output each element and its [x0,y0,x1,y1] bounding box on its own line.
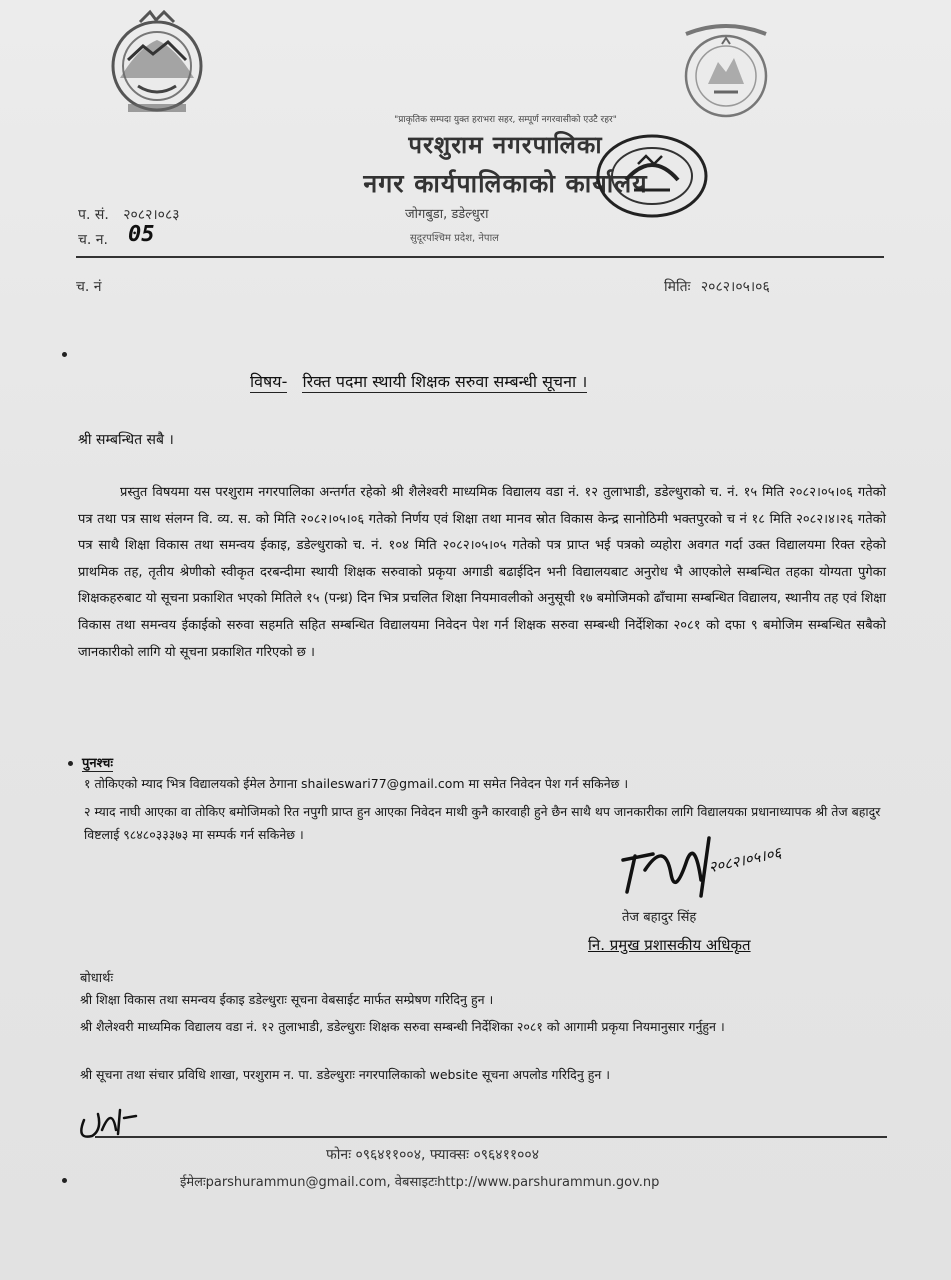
date-label: मितिः [664,279,691,295]
office-stamp-icon [590,130,710,222]
letter-date [664,277,770,296]
chalani-value: 05 [128,222,155,247]
postscript-line-2: २ म्याद नाघी आएका वा तोकिए बमोजिमको रित नपुगी प्राप्त हुन आएका निवेदन माथी कुनै कारवाही हुने छैन साथै थप जानकारीका लागि विद्यालयका प्रधानाध्यापक श्री तेज बहादुर विष्टलाई ९८४८०३३३७३ मा सम्पर्क गर्न सकिनेछ । [84,804,881,842]
subject-text: रिक्त पदमा स्थायी शिक्षक सरुवा सम्बन्धी सूचना । [302,372,588,391]
organization-name: परशुराम नगरपालिका [408,131,603,159]
handwritten-date: २०८२।०५।०६ [706,843,783,877]
footer-phone: फोनः ०९६४११००४, फ्याक्सः ०९६४११००४ [326,1147,539,1163]
patra-sankhya-label: प. सं. [78,207,109,223]
subject-line [250,370,587,392]
chalani-label: च. न. [78,232,109,248]
footer-divider [95,1136,887,1138]
body-paragraph: प्रस्तुत विषयमा यस परशुराम नगरपालिका अन्तर्गत रहेको श्री शैलेश्वरी माध्यमिक विद्यालय वडा नं. १२ तुलाभाडी, डडेल्धुराको च. नं. १५ मिति २०८२।०५।०६ गतेको पत्र तथा पत्र साथ संलग्न वि. व्य. स. को मिति २०८२।०५।०६ गतेको निर्णय एवं शिक्षा तथा मानव स्रोत विकास केन्द्र सानोठिमी भक्तपुरको च नं १८ मिति २०८२।४।२६ गतेको पत्र साथै शिक्षा विकास तथा समन्वय ईकाइ, डडेल्धुराको च. नं. १०४ मिति २०८२।०५।०५ गतेको पत्र प्राप्त भई पत्रको व्यहोरा अवगत गर्दा उक्त विद्यालयमा रिक्त रहेको प्राथमिक तह, तृतीय श्रेणीको स्वीकृत दरबन्दीमा स्थायी शिक्षक सरुवाको प्रकृया अगाडी बढाईदिन भनी विद्यालयबाट अनुरोध भै आएकोले सम्बन्धित तहका योग्यता पुगेका शिक्षकहरुबाट यो सूचना प्रकाशित भएको मितिले १५ (पन्ध्र) दिन भित्र प्रचलित शिक्षा नियमावलीको अनुसूची १७ बमोजिमको ढाँचामा सम्बन्धित विद्यालय, स्थानीय तह एवं शिक्षा विकास तथा समन्वय ईकाईको सरुवा सहमति सहित सम्बन्धित विद्यालयमा निवेदन पेश गर्न शिक्षक सरुवा सम्बन्धी निर्देशिका २०८१ को दफा ९ बमोजिम सम्बन्धित सबैको जानकारीको लागि यो सूचना प्रकाशित गरिएको छ । [78,485,886,660]
bodhartha-line-3: श्री सूचना तथा संचार प्रविधि शाखा, परशुराम न. पा. डडेल्धुराः नगरपालिकाको website सूचना अपलोड गरिदिनु हुन । [80,1067,611,1082]
address-line-1: जोगबुडा, डडेल्धुरा [405,207,489,222]
address-line-2: सुदूरपश्चिम प्रदेश, नेपाल [410,233,499,244]
salutation: श्री सम्बन्धित सबै । [78,432,174,448]
postscript-line-1: १ तोकिएको म्याद भित्र विद्यालयको ईमेल ठेगाना shaileswari77@gmail.com मा समेत निवेदन पेश गर्न सकिनेछ । [84,776,629,791]
motto-text: "प्राकृतिक सम्पदा युक्त हराभरा सहर, सम्पूर्ण नगरवासीको एउटै रहर" [394,115,617,125]
header-divider [76,256,884,258]
subject-label: विषय- [250,372,288,391]
scan-dot-bottom [62,1178,67,1183]
nepal-emblem-icon [98,8,216,118]
bodhartha-line-2: श्री शैलेश्वरी माध्यमिक विद्यालय वडा नं. १२ तुलाभाडी, डडेल्धुराः शिक्षक सरुवा सम्बन्धी निर्देशिका २०८१ को आगामी प्रकृया नियमानुसार गर्नुहुन । [80,1019,725,1034]
postscript-bullet [68,761,73,766]
municipality-logo-icon [678,14,774,124]
office-name: नगर कार्यपालिकाको कार्यालय [363,169,648,198]
signatory-name: तेज बहादुर सिंह [622,910,697,925]
signatory-title: नि. प्रमुख प्रशासकीय अधिकृत [588,936,751,954]
bodhartha-title: बोधार्थः [80,971,114,986]
footer-email-website: ईमेलःparshurammun@gmail.com, वेबसाइटःhttp://www.parshurammun.gov.np [180,1175,660,1190]
scan-dot [62,352,67,357]
patra-sankhya-value: २०८२।०८३ [123,207,180,223]
chalani-number-label: च. नं [76,279,102,295]
date-value: २०८२।०५।०६ [700,279,770,295]
initials-icon [72,1100,142,1145]
postscript-title: पुनश्चः [82,753,113,772]
bodhartha-line-1: श्री शिक्षा विकास तथा समन्वय ईकाइ डडेल्धुराः सूचना वेबसाईट मार्फत सम्प्रेषण गरिदिनु हुन । [80,992,494,1007]
